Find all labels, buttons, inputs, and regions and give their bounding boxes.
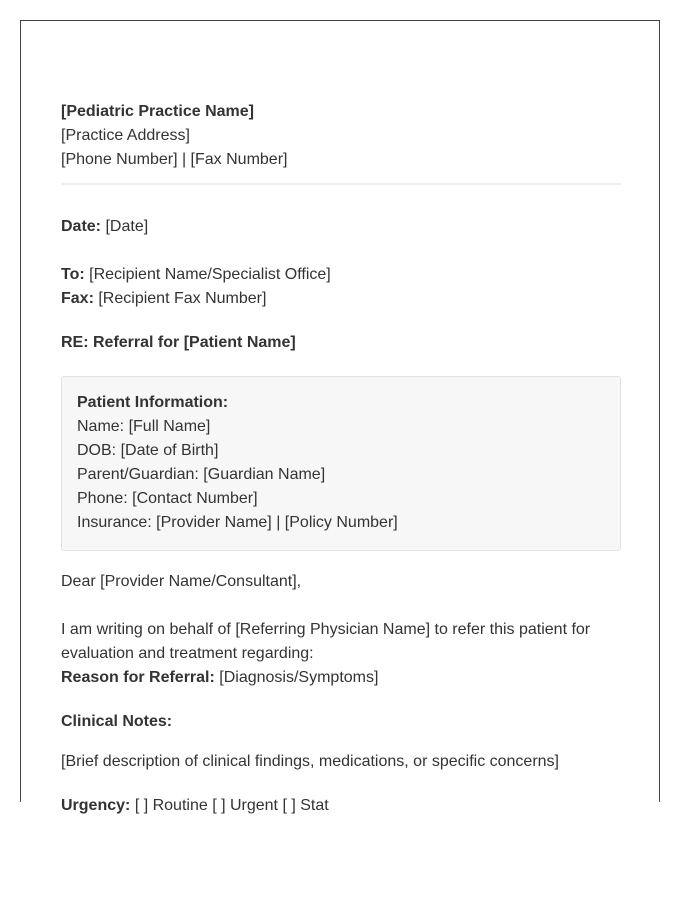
practice-address: [Practice Address] [61, 127, 190, 144]
urgency-label: Urgency: [61, 797, 131, 814]
header-divider [61, 183, 621, 185]
reason-row [61, 666, 621, 690]
patient-dob: DOB: [Date of Birth] [77, 442, 219, 459]
reason-value: [Diagnosis/Symptoms] [219, 669, 379, 686]
fax-value: [Recipient Fax Number] [98, 290, 267, 307]
letter-content [61, 100, 621, 818]
letterhead [61, 100, 621, 172]
to-label: To: [61, 266, 85, 283]
fax-row [61, 287, 621, 311]
practice-name: [Pediatric Practice Name] [61, 103, 254, 120]
intro-text: I am writing on behalf of [Referring Physician Name] to refer this patient for evaluation and treatment regarding: [61, 621, 591, 662]
practice-contact: [Phone Number] | [Fax Number] [61, 151, 288, 168]
letter-page [20, 20, 660, 814]
patient-name: Name: [Full Name] [77, 418, 211, 435]
patient-insurance: Insurance: [Provider Name] | [Policy Number] [77, 514, 398, 531]
urgency-value: [ ] Routine [ ] Urgent [ ] Stat [134, 797, 329, 814]
salutation: Dear [Provider Name/Consultant], [61, 573, 302, 590]
patient-info-box [61, 376, 621, 551]
intro-paragraph [61, 618, 621, 690]
recipient-block [61, 263, 621, 311]
patient-guardian: Parent/Guardian: [Guardian Name] [77, 466, 326, 483]
clinical-notes-text: [Brief description of clinical findings, medications, or specific concerns] [61, 753, 559, 770]
date-label: Date: [61, 218, 102, 235]
date-row [61, 215, 621, 239]
clinical-notes-heading: Clinical Notes: [61, 713, 173, 730]
re-line: RE: Referral for [Patient Name] [61, 334, 296, 351]
date-value: [Date] [105, 218, 149, 235]
fax-label: Fax: [61, 290, 94, 307]
patient-info-heading: Patient Information: [77, 394, 229, 411]
to-row [61, 263, 621, 287]
urgency-row [61, 794, 621, 818]
reason-label: Reason for Referral: [61, 669, 215, 686]
to-value: [Recipient Name/Specialist Office] [89, 266, 331, 283]
patient-phone: Phone: [Contact Number] [77, 490, 258, 507]
